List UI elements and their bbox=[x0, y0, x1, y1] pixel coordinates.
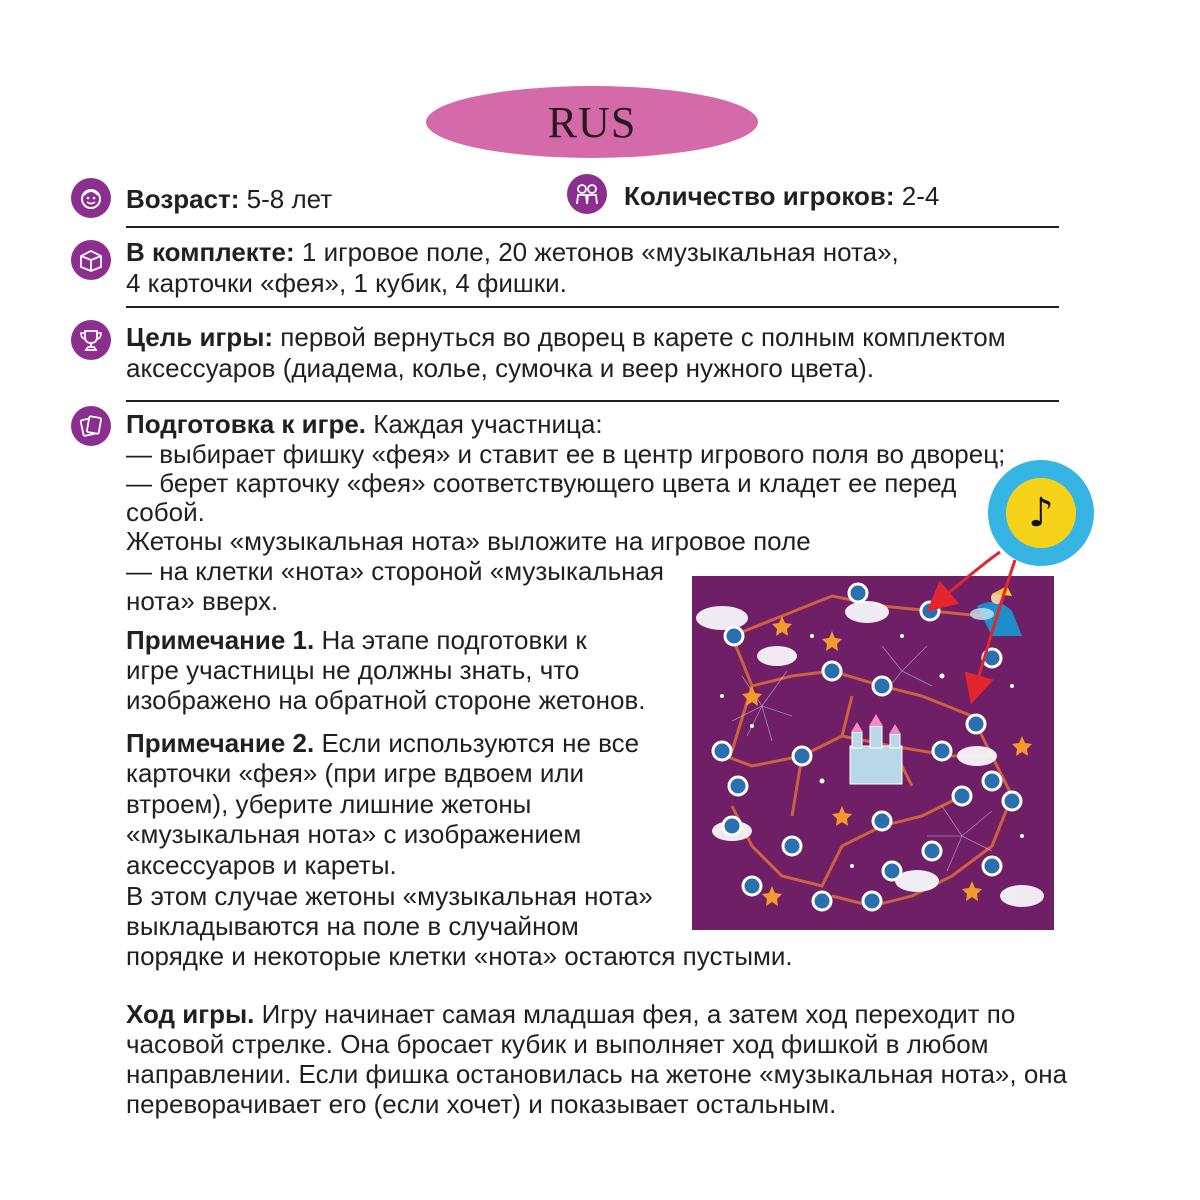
setup-line: Жетоны «музыкальная нота» выложите на игровое поле bbox=[126, 526, 811, 556]
age-value: 5-8 лет bbox=[239, 184, 333, 214]
note2-text-1: Если используются не все bbox=[314, 728, 640, 758]
setup-line: нота» вверх. bbox=[126, 586, 279, 616]
contents-label: В комплекте: bbox=[126, 237, 295, 267]
players-value: 2-4 bbox=[894, 181, 940, 211]
language-label: RUS bbox=[547, 97, 637, 147]
arrow-to-right-token bbox=[975, 560, 1015, 690]
contents-text-1: 1 игровое поле, 20 жетонов «музыкальная нота», bbox=[294, 237, 899, 267]
note1-text-1: На этапе подготовки к bbox=[314, 625, 587, 655]
note2-line: порядке и некоторые клетки «нота» остаются пустыми. bbox=[126, 941, 793, 971]
note2-line: втроем), уберите лишние жетоны bbox=[126, 789, 532, 819]
music-note-icon: ♪ bbox=[1006, 478, 1076, 548]
setup-line: — выбирает фишку «фея» и ставит ее в центр игрового поля во дворец; bbox=[126, 439, 1006, 469]
note1-line-2: игре участницы не должны знать, что bbox=[126, 655, 580, 685]
contents-line-2: 4 карточки «фея», 1 кубик, 4 фишки. bbox=[126, 268, 567, 298]
players-label: Количество игроков: bbox=[624, 181, 895, 211]
note2-line: В этом случае жетоны «музыкальная нота» bbox=[126, 881, 653, 911]
turn-line: переворачивает его (если хочет) и показывает остальным. bbox=[126, 1089, 837, 1119]
note2-line: карточки «фея» (при игре вдвоем или bbox=[126, 758, 585, 788]
turn-line: часовой стрелке. Она бросает кубик и выполняет ход фишкой в любом bbox=[126, 1029, 989, 1059]
setup-intro: Каждая участница: bbox=[366, 409, 603, 439]
note2-line: аксессуаров и кареты. bbox=[126, 850, 397, 880]
setup-line: собой. bbox=[126, 497, 205, 527]
setup-label: Подготовка к игре. bbox=[126, 409, 367, 439]
note2-line: выкладываются на поле в случайном bbox=[126, 911, 579, 941]
goal-label: Цель игры: bbox=[126, 322, 274, 352]
goal-text-1: первой вернуться во дворец в карете с полным комплектом bbox=[273, 322, 1006, 352]
turn-line: направлении. Если фишка остановилась на жетоне «музыкальная нота», она bbox=[126, 1059, 1068, 1089]
setup-line: — берет карточку «фея» соответствующего цвета и кладет ее перед bbox=[126, 468, 957, 498]
goal-line-2: аксессуаров (диадема, колье, сумочка и веер нужного цвета). bbox=[126, 353, 875, 383]
note1-line-3: изображено на обратной стороне жетонов. bbox=[126, 685, 646, 715]
age-label: Возраст: bbox=[126, 184, 240, 214]
note2-label: Примечание 2. bbox=[126, 728, 315, 758]
setup-line: — на клетки «нота» стороной «музыкальная bbox=[126, 556, 665, 586]
note1-label: Примечание 1. bbox=[126, 625, 315, 655]
turn-label: Ход игры. bbox=[126, 999, 255, 1029]
arrow-to-left-token bbox=[938, 552, 1000, 602]
note2-line: «музыкальная нота» с изображением bbox=[126, 819, 582, 849]
turn-text-1: Игру начинает самая младшая фея, а затем ход переходит по bbox=[254, 999, 1016, 1029]
